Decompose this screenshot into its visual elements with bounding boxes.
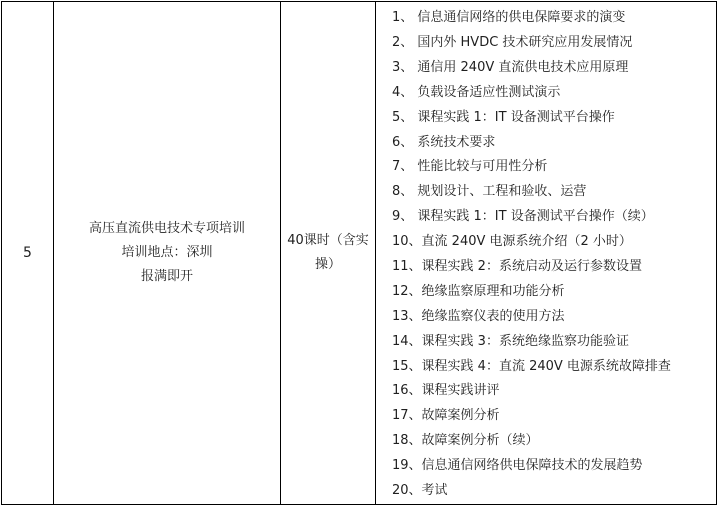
list-item: 5、 课程实践 1：IT 设备测试平台操作	[392, 109, 615, 125]
list-item: 2、 国内外 HVDC 技术研究应用发展情况	[392, 34, 633, 50]
list-item: 12、绝缘监察原理和功能分析	[392, 283, 565, 299]
list-item: 4、 负载设备适应性测试演示	[392, 84, 561, 100]
list-item: 13、绝缘监察仪表的使用方法	[392, 308, 565, 324]
course-number-cell	[2, 2, 54, 505]
table-row	[2, 2, 717, 505]
list-item: 7、 性能比较与可用性分析	[392, 159, 548, 175]
list-item: 18、故障案例分析（续）	[392, 433, 539, 449]
list-item: 17、故障案例分析	[392, 408, 500, 424]
list-item: 19、信息通信网络供电保障技术的发展趋势	[392, 458, 643, 474]
list-item: 16、课程实践讲评	[392, 383, 500, 399]
course-topics-cell	[376, 2, 717, 505]
course-location: 培训地点：深圳	[121, 245, 213, 260]
topic-list	[376, 2, 716, 504]
list-item: 20、考试	[392, 483, 448, 499]
course-table	[1, 1, 717, 505]
course-title: 高压直流供电技术专项培训	[88, 221, 245, 236]
list-item: 10、直流 240V 电源系统介绍（2 小时）	[392, 234, 632, 250]
course-hours: 40课时（含实操）	[287, 233, 369, 272]
list-item: 11、课程实践 2：系统启动及运行参数设置	[392, 259, 642, 274]
list-item: 1、 信息通信网络的供电保障要求的演变	[392, 10, 626, 26]
course-hours-cell	[281, 2, 376, 505]
list-item: 14、课程实践 3：系统绝缘监察功能验证	[392, 333, 629, 349]
list-item: 6、 系统技术要求	[392, 134, 496, 150]
list-item: 15、课程实践 4：直流 240V 电源系统故障排查	[392, 358, 671, 374]
course-schedule: 报满即开	[140, 269, 193, 284]
course-title-cell	[54, 2, 281, 505]
list-item: 9、 课程实践 1：IT 设备测试平台操作（续）	[392, 209, 654, 225]
list-item: 3、 通信用 240V 直流供电技术应用原理	[392, 59, 629, 75]
course-number: 5	[23, 245, 32, 261]
list-item: 8、 规划设计、工程和验收、运营	[392, 184, 587, 200]
